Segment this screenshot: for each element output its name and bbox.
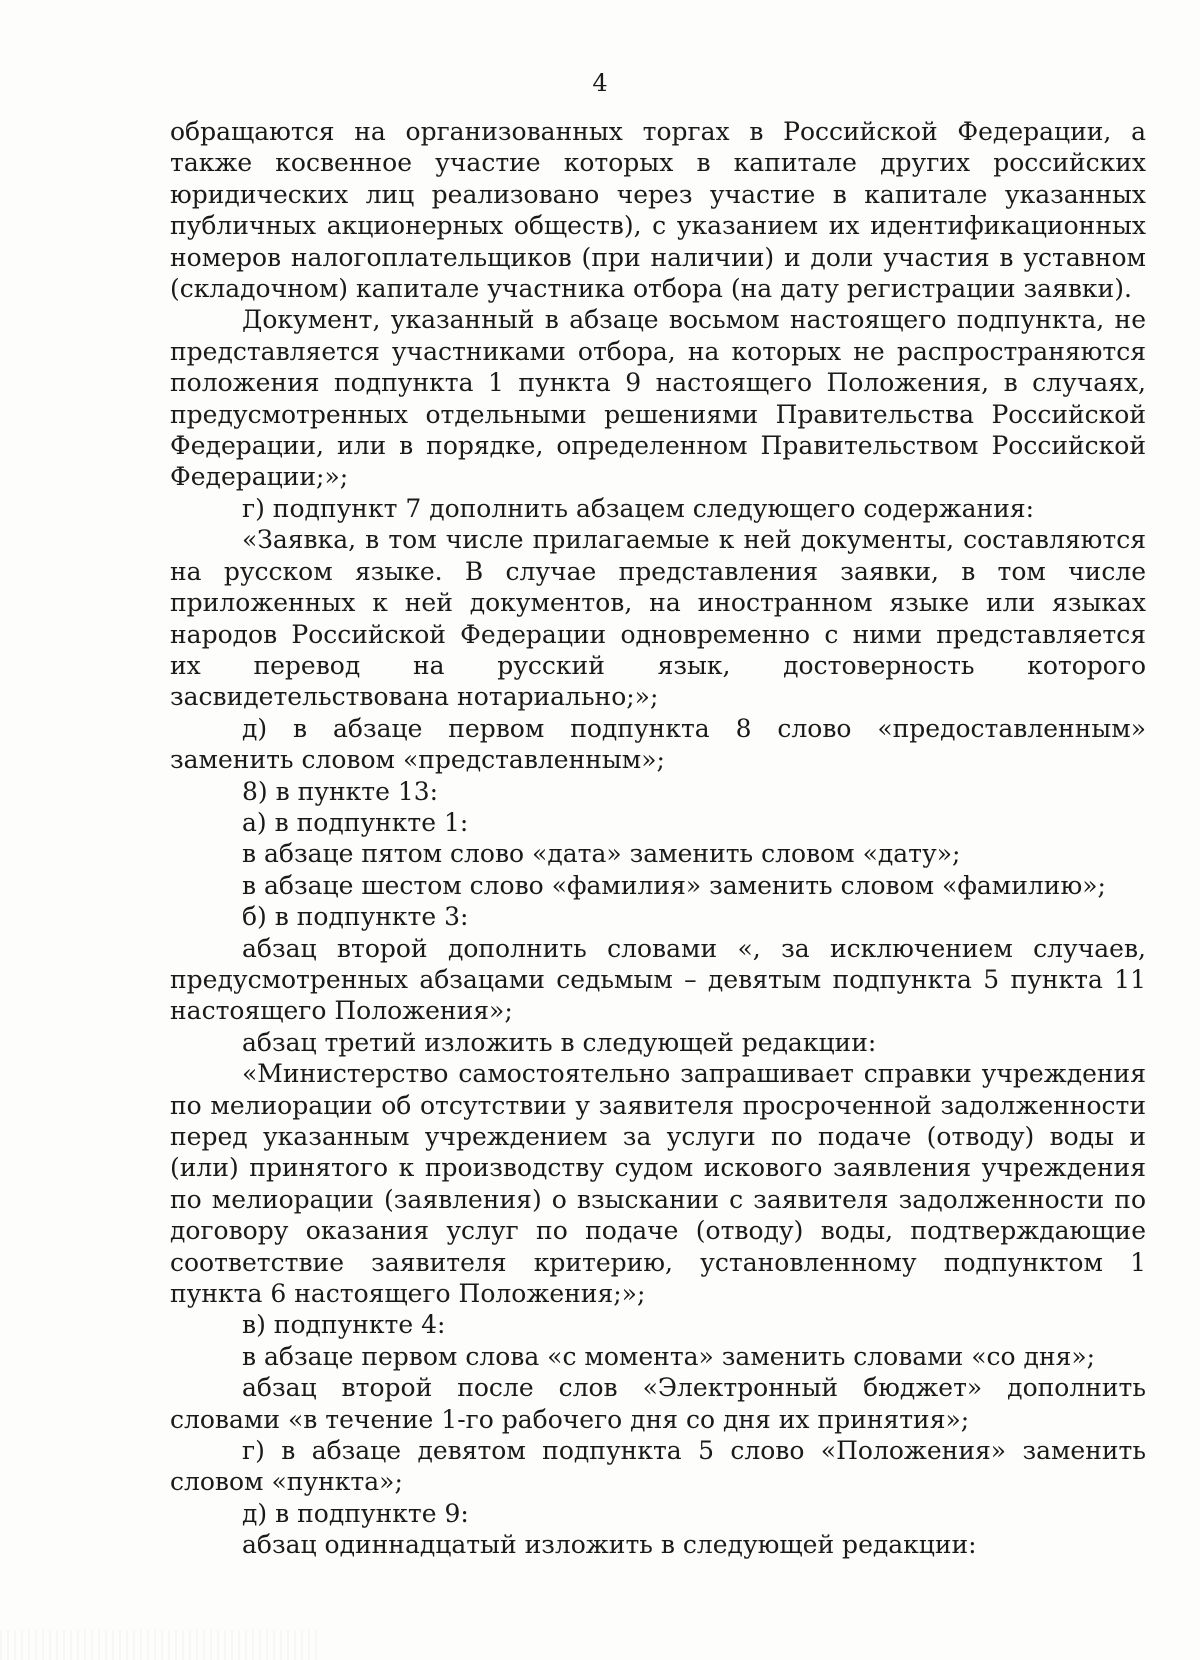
paragraph: обращаются на организованных торгах в Российской Федерации, а также косвенное участие которых в капитале других российских юридических лиц реализовано через участие в капитале указанных публичных акционерных обществ), с указанием их идентификационных номеров налогоплательщиков (при наличии) и доли участия в уставном (складочном) капитале участника отбора (на дату регистрации заявки). (170, 117, 1146, 304)
scan-artifact (0, 1630, 320, 1660)
paragraph: «Заявка, в том числе прилагаемые к ней документы, составляются на русском языке. В случае представления заявки, в том числе приложенных к ней документов, на иностранном языке или языках народов Российской Федерации одновременно с ними представляется их перевод на русский язык, достоверность которого засвидетельствована нотариально;»; (170, 525, 1146, 712)
paragraph: абзац второй после слов «Электронный бюджет» дополнить словами «в течение 1-го рабочего дня со дня их принятия»; (170, 1373, 1146, 1434)
paragraph: а) в подпункте 1: (242, 807, 469, 837)
paragraph: д) в абзаце первом подпункта 8 слово «предоставленным» заменить словом «представленным»; (170, 713, 1146, 775)
paragraph: в) подпункте 4: (242, 1310, 446, 1340)
paragraph: абзац второй дополнить словами «, за исключением случаев, предусмотренных абзацами седьмым – девятым подпункта 5 пункта 11 настоящего Положения»; (170, 933, 1146, 1026)
paragraph: 8) в пункте 13: (242, 776, 439, 806)
paragraph: д) в подпункте 9: (242, 1498, 469, 1528)
document-body (170, 116, 1146, 1561)
paragraph: Документ, указанный в абзаце восьмом настоящего подпункта, не представляется участниками отбора, на которых не распространяются положения подпункта 1 пункта 9 настоящего Положения, в случаях, предусмотренных отдельными решениями Правительства Российской Федерации, или в порядке, определенном Правительством Российской Федерации;»; (170, 305, 1146, 492)
paragraph: абзац третий изложить в следующей редакции: (242, 1027, 877, 1057)
paragraph: в абзаце первом слова «с момента» заменить словами «со дня»; (242, 1341, 1096, 1371)
paragraph: «Министерство самостоятельно запрашивает справки учреждения по мелиорации об отсутствии у заявителя просроченной задолженности перед указанным учреждением за услуги по подаче (отводу) воды и (или) принятого к производству судом искового заявления учреждения по мелиорации (заявления) о взыскании с заявителя задолженности по договору оказания услуг по подаче (отводу) воды, подтверждающие соответствие заявителя критерию, установленному подпунктом 1 пункта 6 настоящего Положения;»; (170, 1059, 1146, 1309)
paragraph: в абзаце шестом слово «фамилия» заменить словом «фамилию»; (242, 870, 1106, 900)
page-number: 4 (592, 69, 608, 97)
paragraph: г) в абзаце девятом подпункта 5 слово «Положения» заменить словом «пункта»; (170, 1436, 1146, 1497)
paragraph: г) подпункт 7 дополнить абзацем следующего содержания: (242, 493, 1035, 523)
paragraph: абзац одиннадцатый изложить в следующей редакции: (242, 1530, 977, 1560)
paragraph: в абзаце пятом слово «дата» заменить словом «дату»; (242, 839, 961, 869)
paragraph: б) в подпункте 3: (242, 902, 469, 932)
